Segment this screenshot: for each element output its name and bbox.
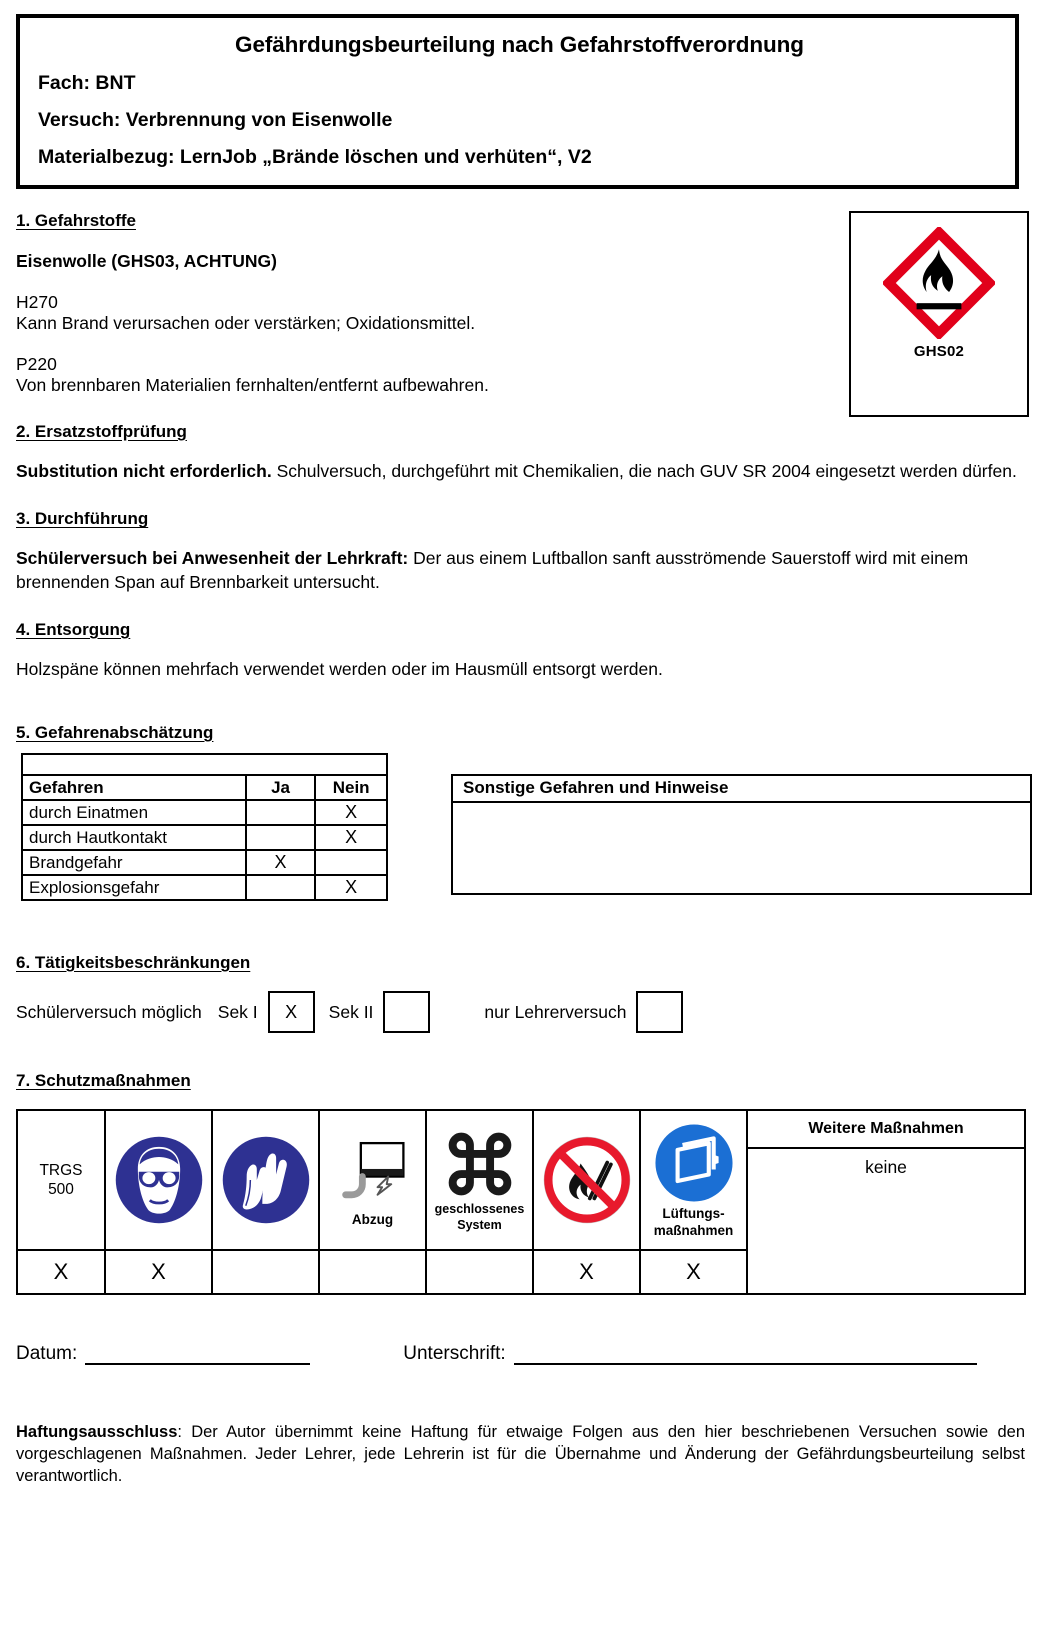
document-page: [0, 14, 1051, 1631]
section-7-heading: 7. Schutzmaßnahmen: [16, 1071, 191, 1091]
mark-safety-goggles[interactable]: X: [105, 1250, 212, 1294]
table-row: [22, 875, 387, 900]
no-open-flame-icon: [541, 1134, 633, 1226]
other-hazards-title: Sonstige Gefahren und Hinweise: [453, 776, 1030, 803]
cell-trgs-500: [17, 1110, 105, 1250]
p-phrase: Von brennbaren Materialien fernhalten/entfernt aufbewahren.: [16, 375, 489, 395]
signature-label: Unterschrift:: [403, 1343, 506, 1365]
disclaimer-lead: Haftungsausschluss: [16, 1423, 178, 1442]
section-4-entsorgung: [16, 620, 1035, 681]
cell-fume-hood: [319, 1110, 426, 1250]
closed-system-icon: [444, 1128, 516, 1200]
header-material-reference: Materialbezug: LernJob „Brände löschen und verhüten“, V2: [38, 146, 592, 168]
section-5-heading: 5. Gefahrenabschätzung: [16, 723, 214, 743]
date-label: Datum:: [16, 1343, 78, 1365]
hazard-no-cell[interactable]: [315, 850, 387, 875]
flame-over-line-icon: [883, 227, 995, 339]
student-experiment-label: Schülerversuch möglich: [16, 1001, 202, 1022]
section-2-heading: 2. Ersatzstoffprüfung: [16, 422, 187, 441]
other-hazards-box: [451, 774, 1032, 895]
hazard-no-cell[interactable]: X: [315, 800, 387, 825]
protective-icons-row: [17, 1110, 1025, 1250]
header-subject: Fach: BNT: [38, 72, 136, 94]
hazard-table-stub: [21, 753, 388, 776]
sek1-checkbox[interactable]: X: [268, 991, 315, 1033]
h-statement-block: [16, 292, 846, 334]
section-3-text: [16, 547, 1031, 594]
section-4-heading: 4. Entsorgung: [16, 619, 131, 639]
ventilation-icon: [653, 1122, 735, 1204]
ghs-pictogram-box: [849, 211, 1029, 417]
further-measures-title: Weitere Maßnahmen: [748, 1111, 1024, 1149]
hazard-label: durch Hautkontakt: [22, 825, 246, 850]
ventilation-caption-line1: Lüftungs-: [662, 1205, 725, 1221]
hazard-no-cell[interactable]: X: [315, 825, 387, 850]
section-2-rest: Schulversuch, durchgeführt mit Chemikalien, die nach GUV SR 2004 eingesetzt werden dürfen.: [271, 461, 1017, 481]
section-3-durchfuehrung: [16, 509, 1035, 594]
hazard-yes-cell[interactable]: [246, 875, 315, 900]
section-6-taetigkeitsbeschraenkungen: [16, 953, 1035, 1033]
mark-closed-system[interactable]: [426, 1250, 533, 1294]
section-6-heading: 6. Tätigkeitsbeschränkungen: [16, 953, 251, 973]
protective-measures-table: [16, 1109, 1026, 1295]
fume-hood-caption: Abzug: [351, 1211, 394, 1227]
hazard-yes-cell[interactable]: X: [246, 850, 315, 875]
page-title: Gefährdungsbeurteilung nach Gefahrstoffverordnung: [235, 32, 804, 57]
mark-no-open-flame[interactable]: X: [533, 1250, 640, 1294]
cell-safety-goggles: [105, 1110, 212, 1250]
substance-name: Eisenwolle (GHS03, ACHTUNG): [16, 251, 277, 271]
col-yes: Ja: [246, 775, 315, 800]
ghs-code-label: GHS02: [913, 343, 965, 360]
table-header-row: [22, 775, 387, 800]
hazard-label: Brandgefahr: [22, 850, 246, 875]
safety-goggles-icon: [113, 1134, 205, 1226]
section-1-gefahrstoffe: [16, 211, 1035, 396]
cell-no-open-flame: [533, 1110, 640, 1250]
trgs-label-line1: TRGS: [39, 1161, 83, 1179]
closed-system-caption-line2: System: [457, 1218, 502, 1233]
hazard-label: durch Einatmen: [22, 800, 246, 825]
p-code: P220: [16, 354, 57, 374]
date-input-line[interactable]: [85, 1363, 310, 1365]
protective-gloves-icon: [220, 1134, 312, 1226]
col-no: Nein: [315, 775, 387, 800]
sek1-label: Sek I: [217, 1001, 258, 1022]
hazard-label: Explosionsgefahr: [22, 875, 246, 900]
signature-row: [16, 1343, 1035, 1365]
section-3-heading: 3. Durchführung: [16, 509, 149, 529]
section-2-lead: Substitution nicht erforderlich.: [16, 461, 272, 481]
disclaimer-text: [16, 1421, 1025, 1487]
section-5-gefahrenabschaetzung: [16, 723, 1035, 905]
fume-hood-icon: [334, 1134, 412, 1210]
teacher-only-checkbox[interactable]: [636, 991, 683, 1033]
header-experiment: Versuch: Verbrennung von Eisenwolle: [38, 109, 393, 131]
section-3-rest: Der aus einem Luftballon sanft ausströmende Sauerstoff wird mit einem brennenden Span auf Brennbarkeit untersucht.: [16, 548, 969, 592]
table-row: [22, 850, 387, 875]
section-2-text: [16, 460, 1025, 483]
mark-trgs-500[interactable]: X: [17, 1250, 105, 1294]
section-7-schutzmassnahmen: [16, 1071, 1035, 1295]
mark-protective-gloves[interactable]: [212, 1250, 319, 1294]
signature-input-line[interactable]: [514, 1363, 977, 1365]
hazard-assessment-table: [21, 774, 388, 901]
section-1-heading: 1. Gefahrstoffe: [16, 211, 136, 230]
cell-ventilation: [640, 1110, 747, 1250]
table-row: [22, 800, 387, 825]
col-hazard: Gefahren: [22, 775, 246, 800]
closed-system-caption-line1: geschlossenes: [434, 1202, 525, 1217]
mark-ventilation[interactable]: X: [640, 1250, 747, 1294]
hazard-no-cell[interactable]: X: [315, 875, 387, 900]
mark-fume-hood[interactable]: [319, 1250, 426, 1294]
ventilation-caption-line2: maßnahmen: [653, 1223, 734, 1239]
further-measures-value[interactable]: keine: [865, 1157, 907, 1178]
trgs-label-line2: 500: [48, 1181, 74, 1199]
section-4-text: Holzspäne können mehrfach verwendet werden oder im Hausmüll entsorgt werden.: [16, 658, 663, 679]
hazard-yes-cell[interactable]: [246, 800, 315, 825]
sek2-label: Sek II: [328, 1001, 374, 1022]
document-header-box: [16, 14, 1019, 189]
hazard-yes-cell[interactable]: [246, 825, 315, 850]
section-2-ersatzstoffpruefung: [16, 422, 1035, 483]
sek2-checkbox[interactable]: [383, 991, 430, 1033]
cell-closed-system: [426, 1110, 533, 1250]
p-statement-block: [16, 354, 846, 396]
table-row: [22, 825, 387, 850]
section-3-lead: Schülerversuch bei Anwesenheit der Lehrkraft:: [16, 548, 409, 569]
cell-further-measures: [747, 1110, 1025, 1294]
other-hazards-body[interactable]: [453, 803, 1030, 895]
teacher-only-label: nur Lehrerversuch: [484, 1001, 627, 1022]
disclaimer-rest: : Der Autor übernimmt keine Haftung für etwaige Folgen aus den hier beschriebenen Versuchen sowie den vorgeschlagenen Maßnahmen. Jeder Lehrer, jede Lehrerin ist für die Übernahme und Änderung der Gefährdungsbeurteilung selbst verantwortlich.: [16, 1423, 1025, 1486]
h-code: H270: [16, 292, 58, 312]
cell-protective-gloves: [212, 1110, 319, 1250]
h-phrase: Kann Brand verursachen oder verstärken; Oxidationsmittel.: [16, 313, 476, 333]
